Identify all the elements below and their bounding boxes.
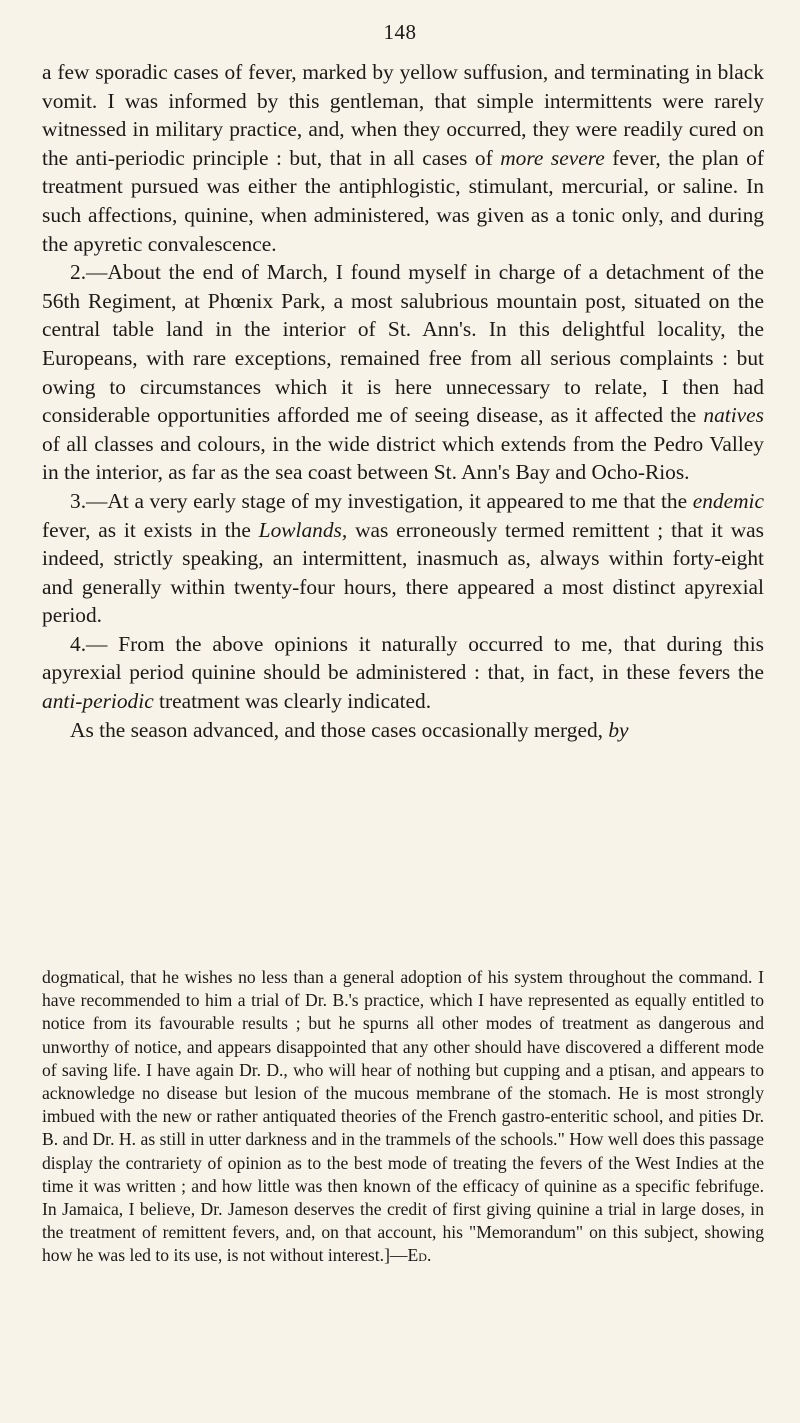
paragraph-2: 2.—About the end of March, I found myself in charge of a detachment of the 56th Regiment, at Phœnix Park, a most salubrious mountain post, situated on the central table land in the interior of St. Ann's. In this delightful locality, the Europeans, with rare exceptions, remained free from all serious complaints : but owing to circumstances which it is here unnecessary to relate, I then had considerable opportunities afforded me of seeing disease, as it affected the natives of all classes and colours, in the wide district which extends from the Pedro Valley in the interior, as far as the sea coast between St. Ann's Bay and Ocho-Rios. [42,260,764,485]
paragraph-1: a few sporadic cases of fever, marked by yellow suffusion, and terminating in black vomit. I was informed by this gentleman, that simple intermittents were rarely witnessed in military practice, and, when they occurred, they were readily cured on the anti-periodic principle : but, that in all cases of more severe fever, the plan of treatment pursued was either the antiphlogistic, stimulant, mercurial, or saline. In such affections, quinine, when administered, was given as a tonic only, and during the apyretic convalescence. [42,60,764,256]
emphasis: endemic [692,488,764,513]
footnote [42,966,764,1268]
emphasis: anti-periodic [42,689,154,714]
emphasis: by [608,717,629,742]
paragraph-4: 4.— From the above opinions it naturally occurred to me, that during this apyrexial period quinine should be administered : that, in fact, in these fevers the anti-periodic treatment was clearly indicated. [42,631,764,714]
paragraph-3: 3.—At a very early stage of my investigation, it appeared to me that the endemic fever, as it exists in the Lowlands, was erroneously termed remittent ; that it was indeed, strictly speaking, an intermittent, inasmuch as, always within forty-eight and generally within twenty-four hours, there appeared a most distinct apyrexial period. [42,488,764,628]
emphasis: Lowlands, [258,517,348,542]
main-text [42,58,764,744]
footnote-text: dogmatical, that he wishes no less than a general adoption of his system throughout the command. I have recommended to him a trial of Dr. B.'s practice, which I have represented as equally entitled to notice from its favourable results ; but he spurns all other modes of treatment as dangerous and unworthy of notice, and appears disappointed that any other should have discovered a different mode of saving life. I have again Dr. D., who will hear of nothing but cupping and a ptisan, and appears to acknowledge no disease but lesion of the mucous membrane of the stomach. He is most strongly imbued with the new or rather antiquated theories of the French gastro-enteritic school, and pities Dr. B. and Dr. H. as still in utter darkness and in the trammels of the schools." How well does this passage display the contrariety of opinion as to the best mode of treating the fevers of the West Indies at the time it was written ; and how little was then known of the efficacy of quinine as a specific febrifuge. In Jamaica, I believe, Dr. Jameson deserves the credit of first giving quinine a trial in large doses, in the treatment of remittent fevers, and, on that account, his "Memorandum" on this subject, showing how he was led to its use, is not without interest.]—Ed. [42,967,764,1266]
paragraph-5: As the season advanced, and those cases occasionally merged, by [70,717,629,742]
page-number: 148 [383,20,417,44]
emphasis: natives [703,403,764,428]
editor-signature: Ed. [407,1245,432,1266]
emphasis: more severe [500,145,605,170]
